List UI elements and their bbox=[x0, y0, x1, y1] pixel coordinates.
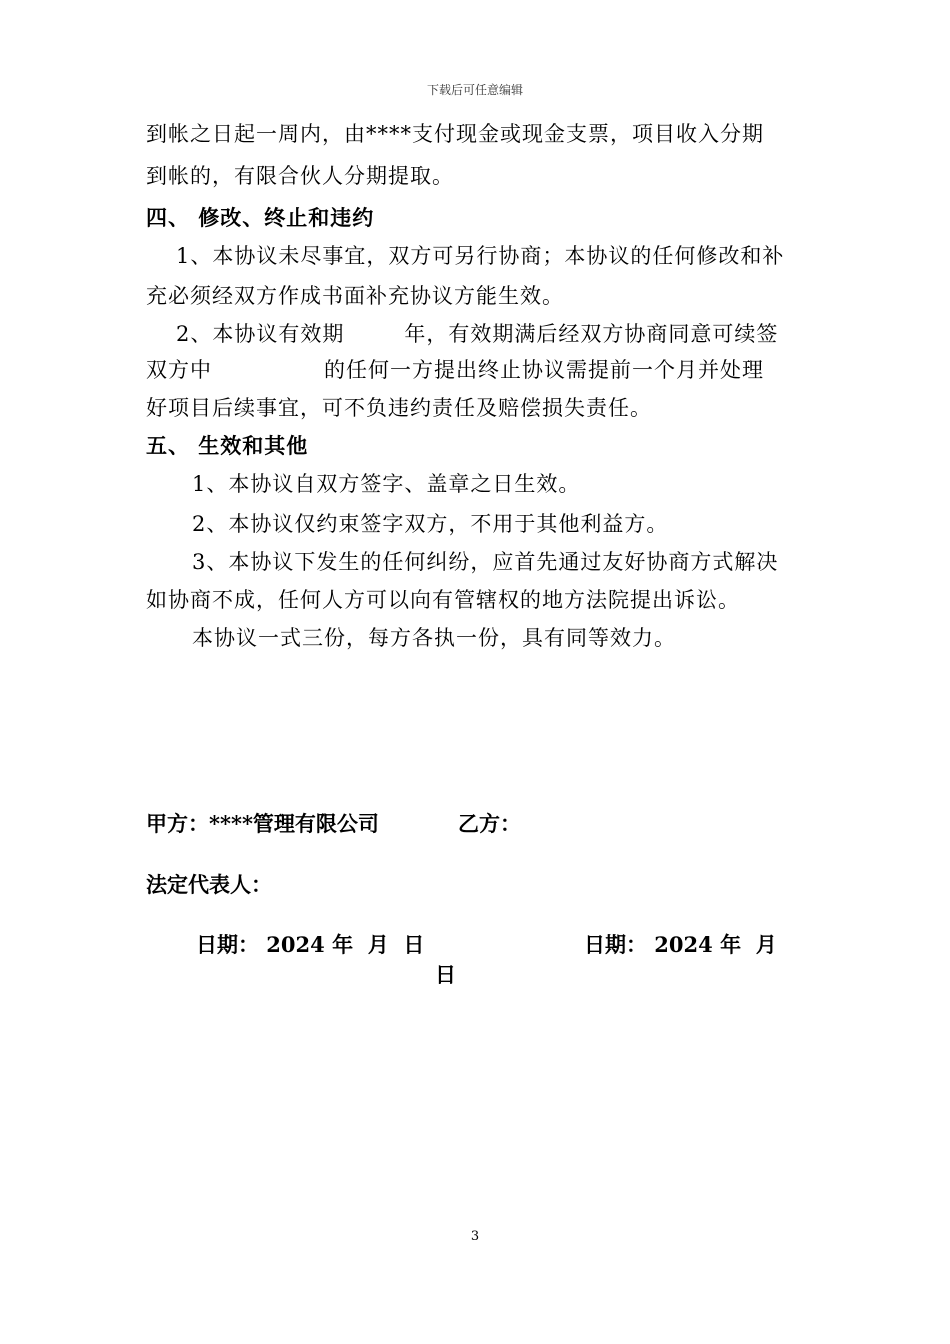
paragraph-line-1: 到帐之日起一周内，由****支付现金或现金支票，项目收入分期 bbox=[146, 122, 764, 146]
legal-representative-label: 法定代表人： bbox=[146, 872, 272, 897]
clause-5-1: 1、本协议自双方签字、盖章之日生效。 bbox=[192, 472, 581, 496]
paragraph-line-2: 到帐的，有限合伙人分期提取。 bbox=[146, 164, 454, 188]
clause-4-2-line-3: 好项目后续事宜，可不负违约责任及赔偿损失责任。 bbox=[146, 396, 652, 420]
party-a-label: 甲方：****管理有限公司 bbox=[146, 811, 379, 836]
clause-4-2-prefix: 2、本协议有效期 bbox=[176, 322, 345, 346]
party-b-date: 日期： 2024 年 月 bbox=[584, 932, 777, 957]
party-b-date-day: 日 bbox=[435, 962, 456, 987]
clause-4-2-suffix: 年，有效期满后经双方协商同意可续签 bbox=[404, 322, 779, 346]
copies-statement: 本协议一式三份，每方各执一份，具有同等效力。 bbox=[192, 626, 676, 650]
clause-5-3-line-2: 如协商不成，任何人方可以向有管辖权的地方法院提出诉讼。 bbox=[146, 588, 740, 612]
party-a-date: 日期： 2024 年 月 日 bbox=[196, 932, 425, 957]
party-b-label: 乙方： bbox=[458, 811, 521, 836]
clause-4-1-line-2: 充必须经双方作成书面补充协议方能生效。 bbox=[146, 284, 564, 308]
page-header: 下载后可任意编辑 bbox=[426, 83, 523, 97]
clause-4-2-line-2 bbox=[146, 354, 764, 384]
clause-4-1-line-1: 1、本协议未尽事宜，双方可另行协商；本协议的任何修改和补 bbox=[176, 244, 785, 268]
section-heading-5: 五、 生效和其他 bbox=[146, 433, 309, 458]
clause-5-3-line-1: 3、本协议下发生的任何纠纷，应首先通过友好协商方式解决 bbox=[192, 550, 779, 574]
clause-4-2-line-2-suffix: 的任何一方提出终止协议需提前一个月并处理 bbox=[324, 358, 764, 382]
clause-4-2-line-1 bbox=[176, 318, 778, 348]
clause-4-2-line-2-prefix: 双方中 bbox=[146, 358, 212, 382]
section-heading-4: 四、 修改、终止和违约 bbox=[146, 205, 375, 230]
clause-5-2: 2、本协议仅约束签字双方，不用于其他利益方。 bbox=[192, 512, 669, 536]
page-number: 3 bbox=[470, 1229, 480, 1244]
